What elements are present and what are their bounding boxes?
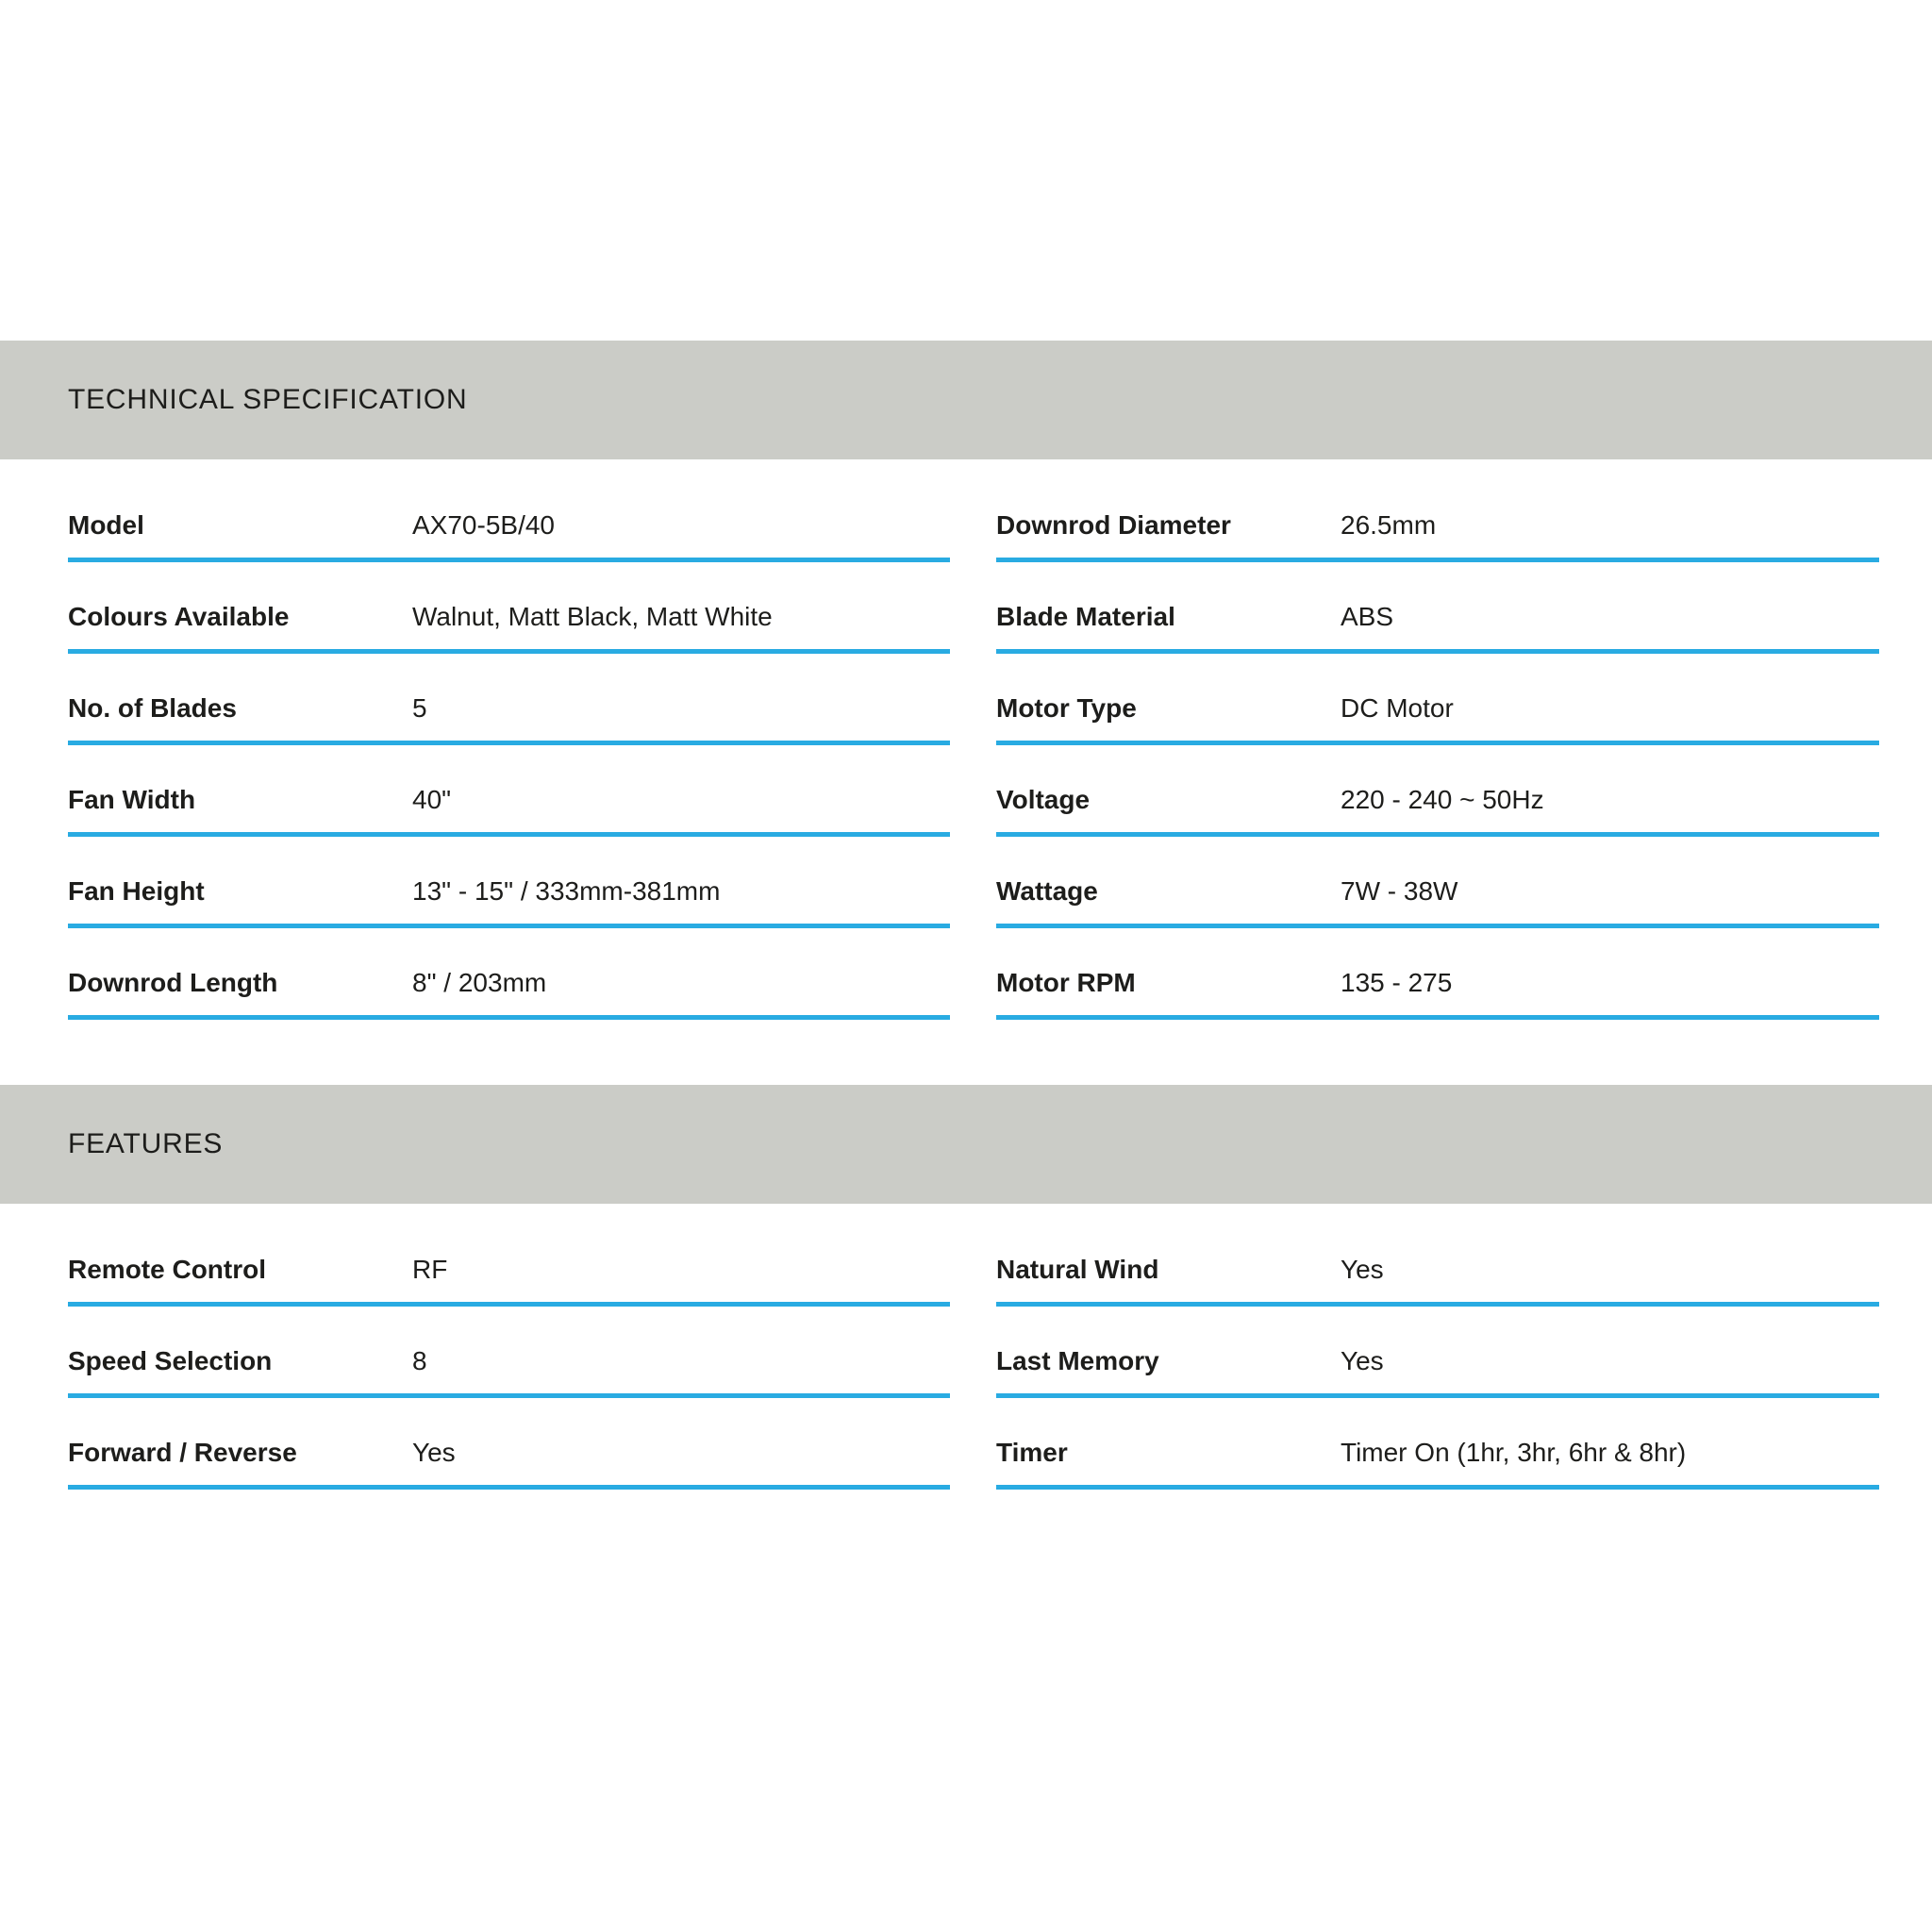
feature-label: Natural Wind [996, 1255, 1159, 1284]
spec-row-no-of-blades [68, 654, 950, 745]
feature-value: RF [412, 1255, 448, 1284]
tech-spec-column-right [996, 471, 1879, 1020]
technical-specification-title: TECHNICAL SPECIFICATION [68, 384, 468, 415]
spec-label: Fan Height [68, 876, 205, 906]
features-body [0, 1204, 1932, 1490]
spec-value: 7W - 38W [1341, 876, 1458, 906]
feature-row-forward-reverse [68, 1398, 950, 1490]
feature-label: Last Memory [996, 1346, 1159, 1375]
spec-row-colours-available [68, 562, 950, 654]
spec-label: Voltage [996, 785, 1091, 814]
feature-value: Timer On (1hr, 3hr, 6hr & 8hr) [1341, 1438, 1687, 1467]
spec-value: DC Motor [1341, 693, 1454, 723]
spec-value: 8" / 203mm [412, 968, 547, 997]
technical-specification-body [0, 459, 1932, 1020]
feature-label: Forward / Reverse [68, 1438, 297, 1467]
section-gap [0, 1020, 1932, 1085]
feature-label: Timer [996, 1438, 1068, 1467]
spec-row-motor-type [996, 654, 1879, 745]
feature-value: Yes [412, 1438, 456, 1467]
spec-row-fan-width [68, 745, 950, 837]
features-title: FEATURES [68, 1128, 224, 1159]
spec-label: Blade Material [996, 602, 1175, 631]
spec-label: Fan Width [68, 785, 196, 814]
spec-row-model [68, 471, 950, 562]
feature-value: Yes [1341, 1255, 1384, 1284]
feature-row-natural-wind [996, 1215, 1879, 1307]
feature-label: Speed Selection [68, 1346, 273, 1375]
feature-row-speed-selection [68, 1307, 950, 1398]
feature-row-remote-control [68, 1215, 950, 1307]
spec-value: AX70-5B/40 [412, 510, 555, 540]
feature-label: Remote Control [68, 1255, 266, 1284]
feature-value: Yes [1341, 1346, 1384, 1375]
top-whitespace [0, 0, 1932, 341]
tech-spec-column-left [68, 471, 950, 1020]
spec-row-downrod-length [68, 928, 950, 1020]
spec-row-wattage [996, 837, 1879, 928]
spec-value: 220 - 240 ~ 50Hz [1341, 785, 1544, 814]
spec-row-voltage [996, 745, 1879, 837]
spec-value: 40" [412, 785, 452, 814]
spec-label: Downrod Length [68, 968, 278, 997]
feature-row-timer [996, 1398, 1879, 1490]
spec-row-motor-rpm [996, 928, 1879, 1020]
spec-label: Motor RPM [996, 968, 1136, 997]
section-features [0, 1085, 1932, 1490]
spec-label: Model [68, 510, 144, 540]
spec-value: 5 [412, 693, 427, 723]
spec-label: Colours Available [68, 602, 290, 631]
features-column-left [68, 1215, 950, 1490]
spec-label: Motor Type [996, 693, 1137, 723]
technical-specification-header-bar [0, 341, 1932, 459]
section-technical-specification [0, 341, 1932, 1020]
spec-label: Wattage [996, 876, 1098, 906]
spec-row-blade-material [996, 562, 1879, 654]
spec-value: Walnut, Matt Black, Matt White [412, 602, 773, 631]
feature-value: 8 [412, 1346, 427, 1375]
feature-row-last-memory [996, 1307, 1879, 1398]
spec-value: 13" - 15" / 333mm-381mm [412, 876, 721, 906]
features-column-right [996, 1215, 1879, 1490]
spec-value: ABS [1341, 602, 1394, 631]
spec-label: No. of Blades [68, 693, 237, 723]
spec-row-fan-height [68, 837, 950, 928]
features-header-bar [0, 1085, 1932, 1204]
spec-value: 135 - 275 [1341, 968, 1453, 997]
spec-label: Downrod Diameter [996, 510, 1231, 540]
spec-row-downrod-diameter [996, 471, 1879, 562]
spec-value: 26.5mm [1341, 510, 1437, 540]
